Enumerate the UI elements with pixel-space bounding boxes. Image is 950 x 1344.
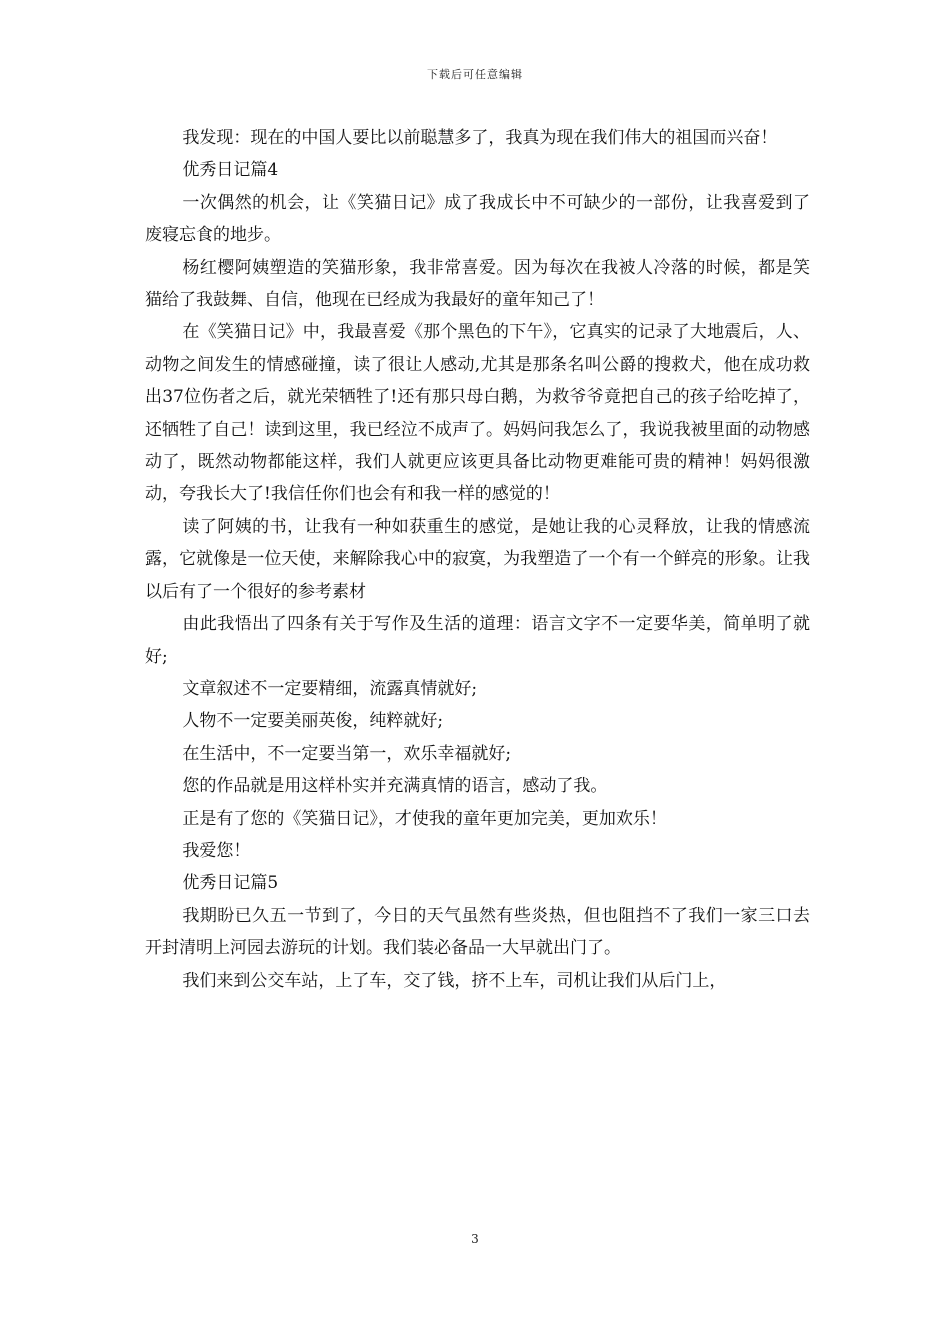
section-heading: 优秀日记篇4 [182, 160, 279, 181]
paragraph: 人物不一定要美丽英俊，纯粹就好; [182, 711, 444, 732]
section-heading: 优秀日记篇5 [182, 873, 279, 894]
paragraph: 由此我悟出了四条有关于写作及生活的道理：语言文字不一定要华美，简单明了就好; [145, 614, 810, 667]
paragraph: 文章叙述不一定要精细，流露真情就好; [182, 678, 478, 699]
paragraph: 在生活中，不一定要当第一，欢乐幸福就好; [182, 743, 512, 764]
paragraph: 您的作品就是用这样朴实并充满真情的语言，感动了我。 [182, 776, 608, 797]
paragraph: 在《笑猫日记》中，我最喜爱《那个黑色的下午》，它真实的记录了大地震后，人、动物之间发生的情感碰撞，读了很让人感动,尤其是那条名叫公爵的搜救犬，他在成功救出37位伤者之后，就光荣牺牲了!还有那只母白鹅，为救爷爷竟把自己的孩子给吃掉了，还牺牲了自己！读到这里，我已经泣不成声了。妈妈问我怎么了，我说我被里面的动物感动了，既然动物都能这样，我们人就更应该更具备比动物更难能可贵的精神！妈妈很激动，夸我长大了!我信任你们也会有和我一样的感觉的！ [145, 322, 810, 505]
document-body [145, 122, 810, 997]
paragraph: 正是有了您的《笑猫日记》，才使我的童年更加完美，更加欢乐！ [182, 808, 667, 829]
paragraph: 我发现：现在的中国人要比以前聪慧多了，我真为现在我们伟大的祖国而兴奋！ [182, 128, 778, 148]
paragraph: 读了阿姨的书，让我有一种如获重生的感觉，是她让我的心灵释放，让我的情感流露，它就像是一位天使，来解除我心中的寂寞，为我塑造了一个有一个鲜亮的形象。让我以后有了一个很好的参考素材 [145, 516, 810, 602]
paragraph: 一次偶然的机会，让《笑猫日记》成了我成长中不可缺少的一部份，让我喜爱到了废寝忘食的地步。 [145, 192, 810, 246]
page-number: 3 [471, 1232, 479, 1246]
paragraph: 杨红樱阿姨塑造的笑猫形象，我非常喜爱。因为每次在我被人冷落的时候，都是笑猫给了我鼓舞、自信，他现在已经成为我最好的童年知己了！ [145, 257, 810, 311]
page-header: 下载后可任意编辑 [427, 68, 523, 81]
paragraph: 我爱您！ [182, 840, 251, 861]
paragraph: 我们来到公交车站，上了车，交了钱，挤不上车，司机让我们从后门上， [182, 970, 727, 991]
paragraph: 我期盼已久五一节到了，今日的天气虽然有些炎热，但也阻挡不了我们一家三口去开封清明上河园去游玩的计划。我们装必备品一大早就出门了。 [145, 905, 810, 959]
